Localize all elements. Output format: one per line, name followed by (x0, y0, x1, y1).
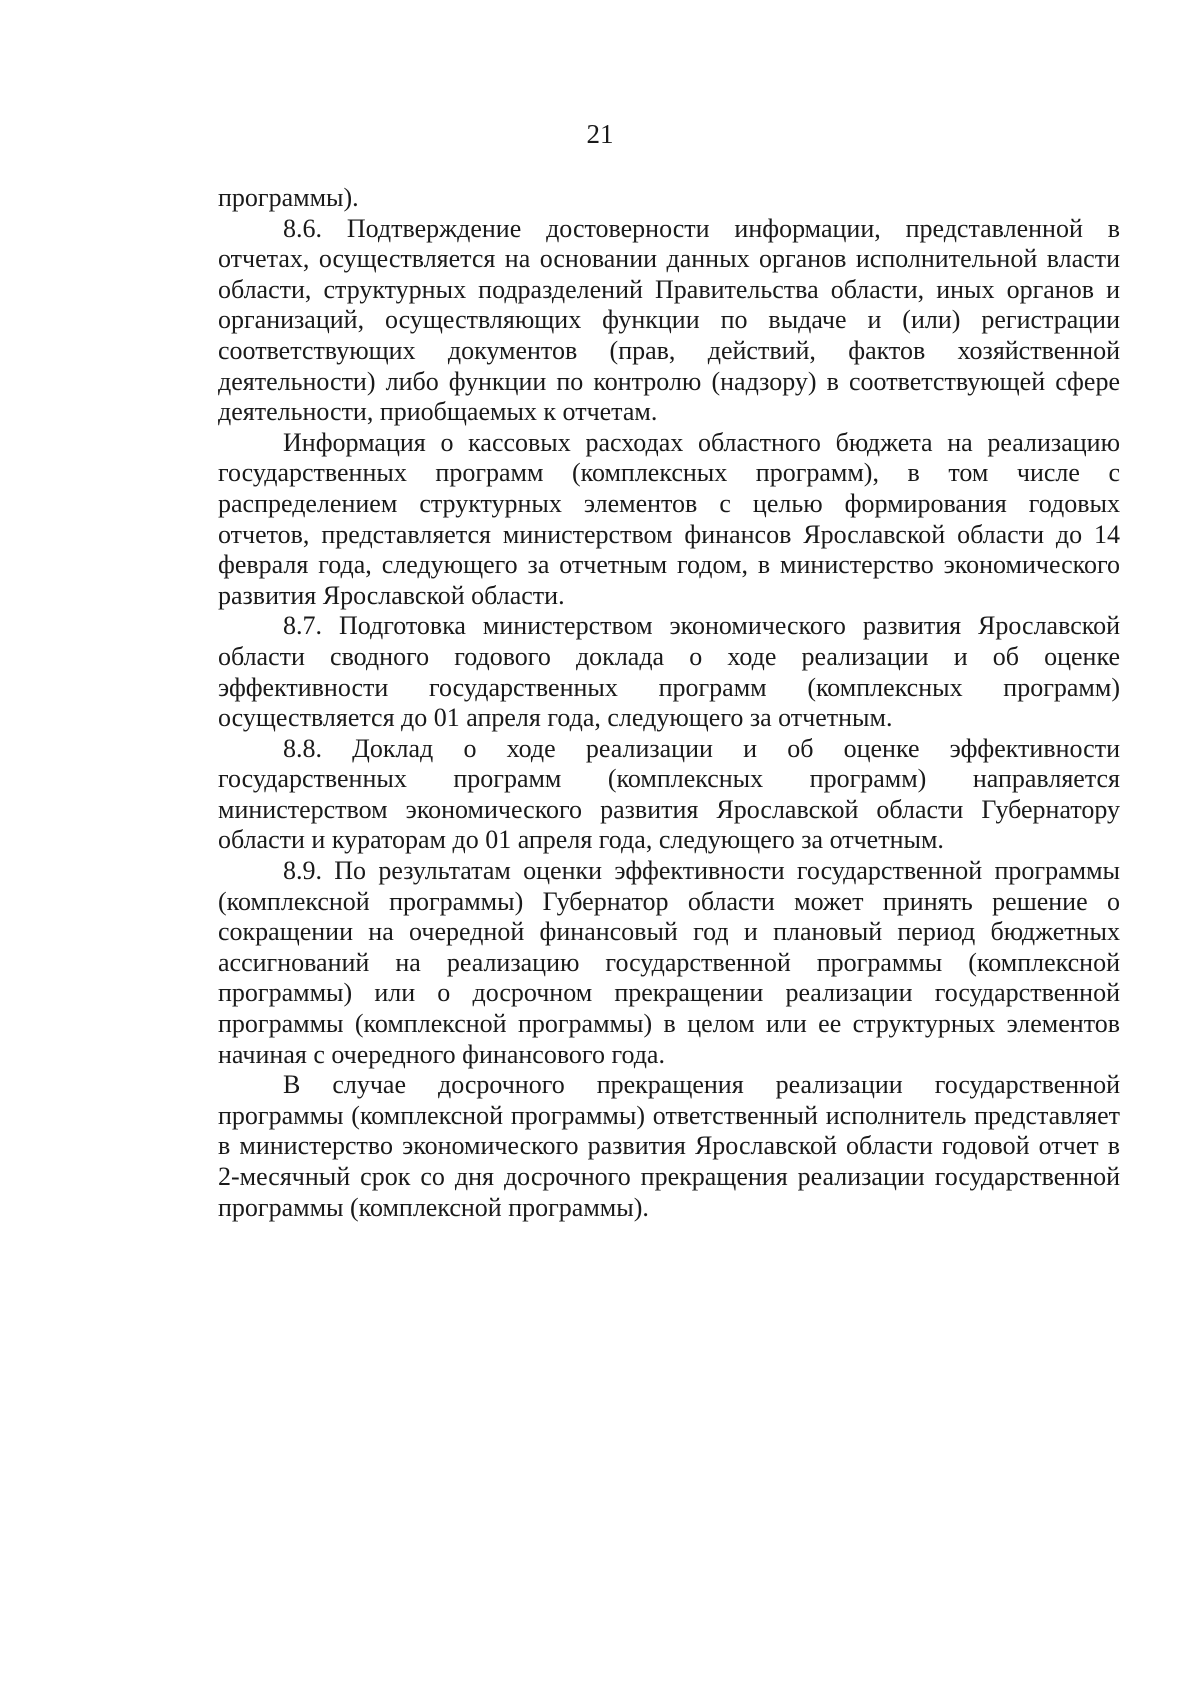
page-number: 21 (586, 119, 614, 149)
paragraph-8-6: 8.6. Подтверждение достоверности информации, представленной в отчетах, осуществляется на основании данных органов исполнительной власти области, структурных подразделений Правительства области, иных органов и организаций, осуществляющих функции по выдаче и (или) регистрации соответствующих документов (прав, действий, фактов хозяйственной деятельности) либо функции по контролю (надзору) в соответствующей сфере деятельности, приобщаемых к отчетам. (218, 213, 1120, 427)
paragraph-8-7: 8.7. Подготовка министерством экономического развития Ярославской области сводного годового доклада о ходе реализации и об оценке эффективности государственных программ (комплексных программ) осуществляется до 01 апреля года, следующего за отчетным. (218, 611, 1120, 733)
paragraph-continuation: программы). (218, 183, 359, 212)
paragraph-8-8: 8.8. Доклад о ходе реализации и об оценке эффективности государственных программ (комплексных программ) направляется министерством экономического развития Ярославской области Губернатору области и кураторам до 01 апреля года, следующего за отчетным. (218, 733, 1120, 855)
paragraph-early-termination: В случае досрочного прекращения реализации государственной программы (комплексной программы) ответственный исполнитель представляет в министерство экономического развития Ярославской области годовой отчет в 2-месячный срок со дня досрочного прекращения реализации государственной программы (комплексной программы). (218, 1070, 1120, 1222)
paragraph-8-9: 8.9. По результатам оценки эффективности государственной программы (комплексной программы) Губернатор области может принять решение о сокращении на очередной финансовый год и плановый период бюджетных ассигнований на реализацию государственной программы (комплексной программы) или о досрочном прекращении реализации государственной программы (комплексной программы) в целом или ее структурных элементов начиная с очередного финансового года. (218, 856, 1120, 1069)
document-body (218, 183, 1120, 1223)
paragraph-cash-expenses: Информация о кассовых расходах областного бюджета на реализацию государственных программ (комплексных программ), в том числе с распределением структурных элементов с целью формирования годовых отчетов, представляется министерством финансов Ярославской области до 14 февраля года, следующего за отчетным годом, в министерство экономического развития Ярославской области. (218, 427, 1120, 610)
